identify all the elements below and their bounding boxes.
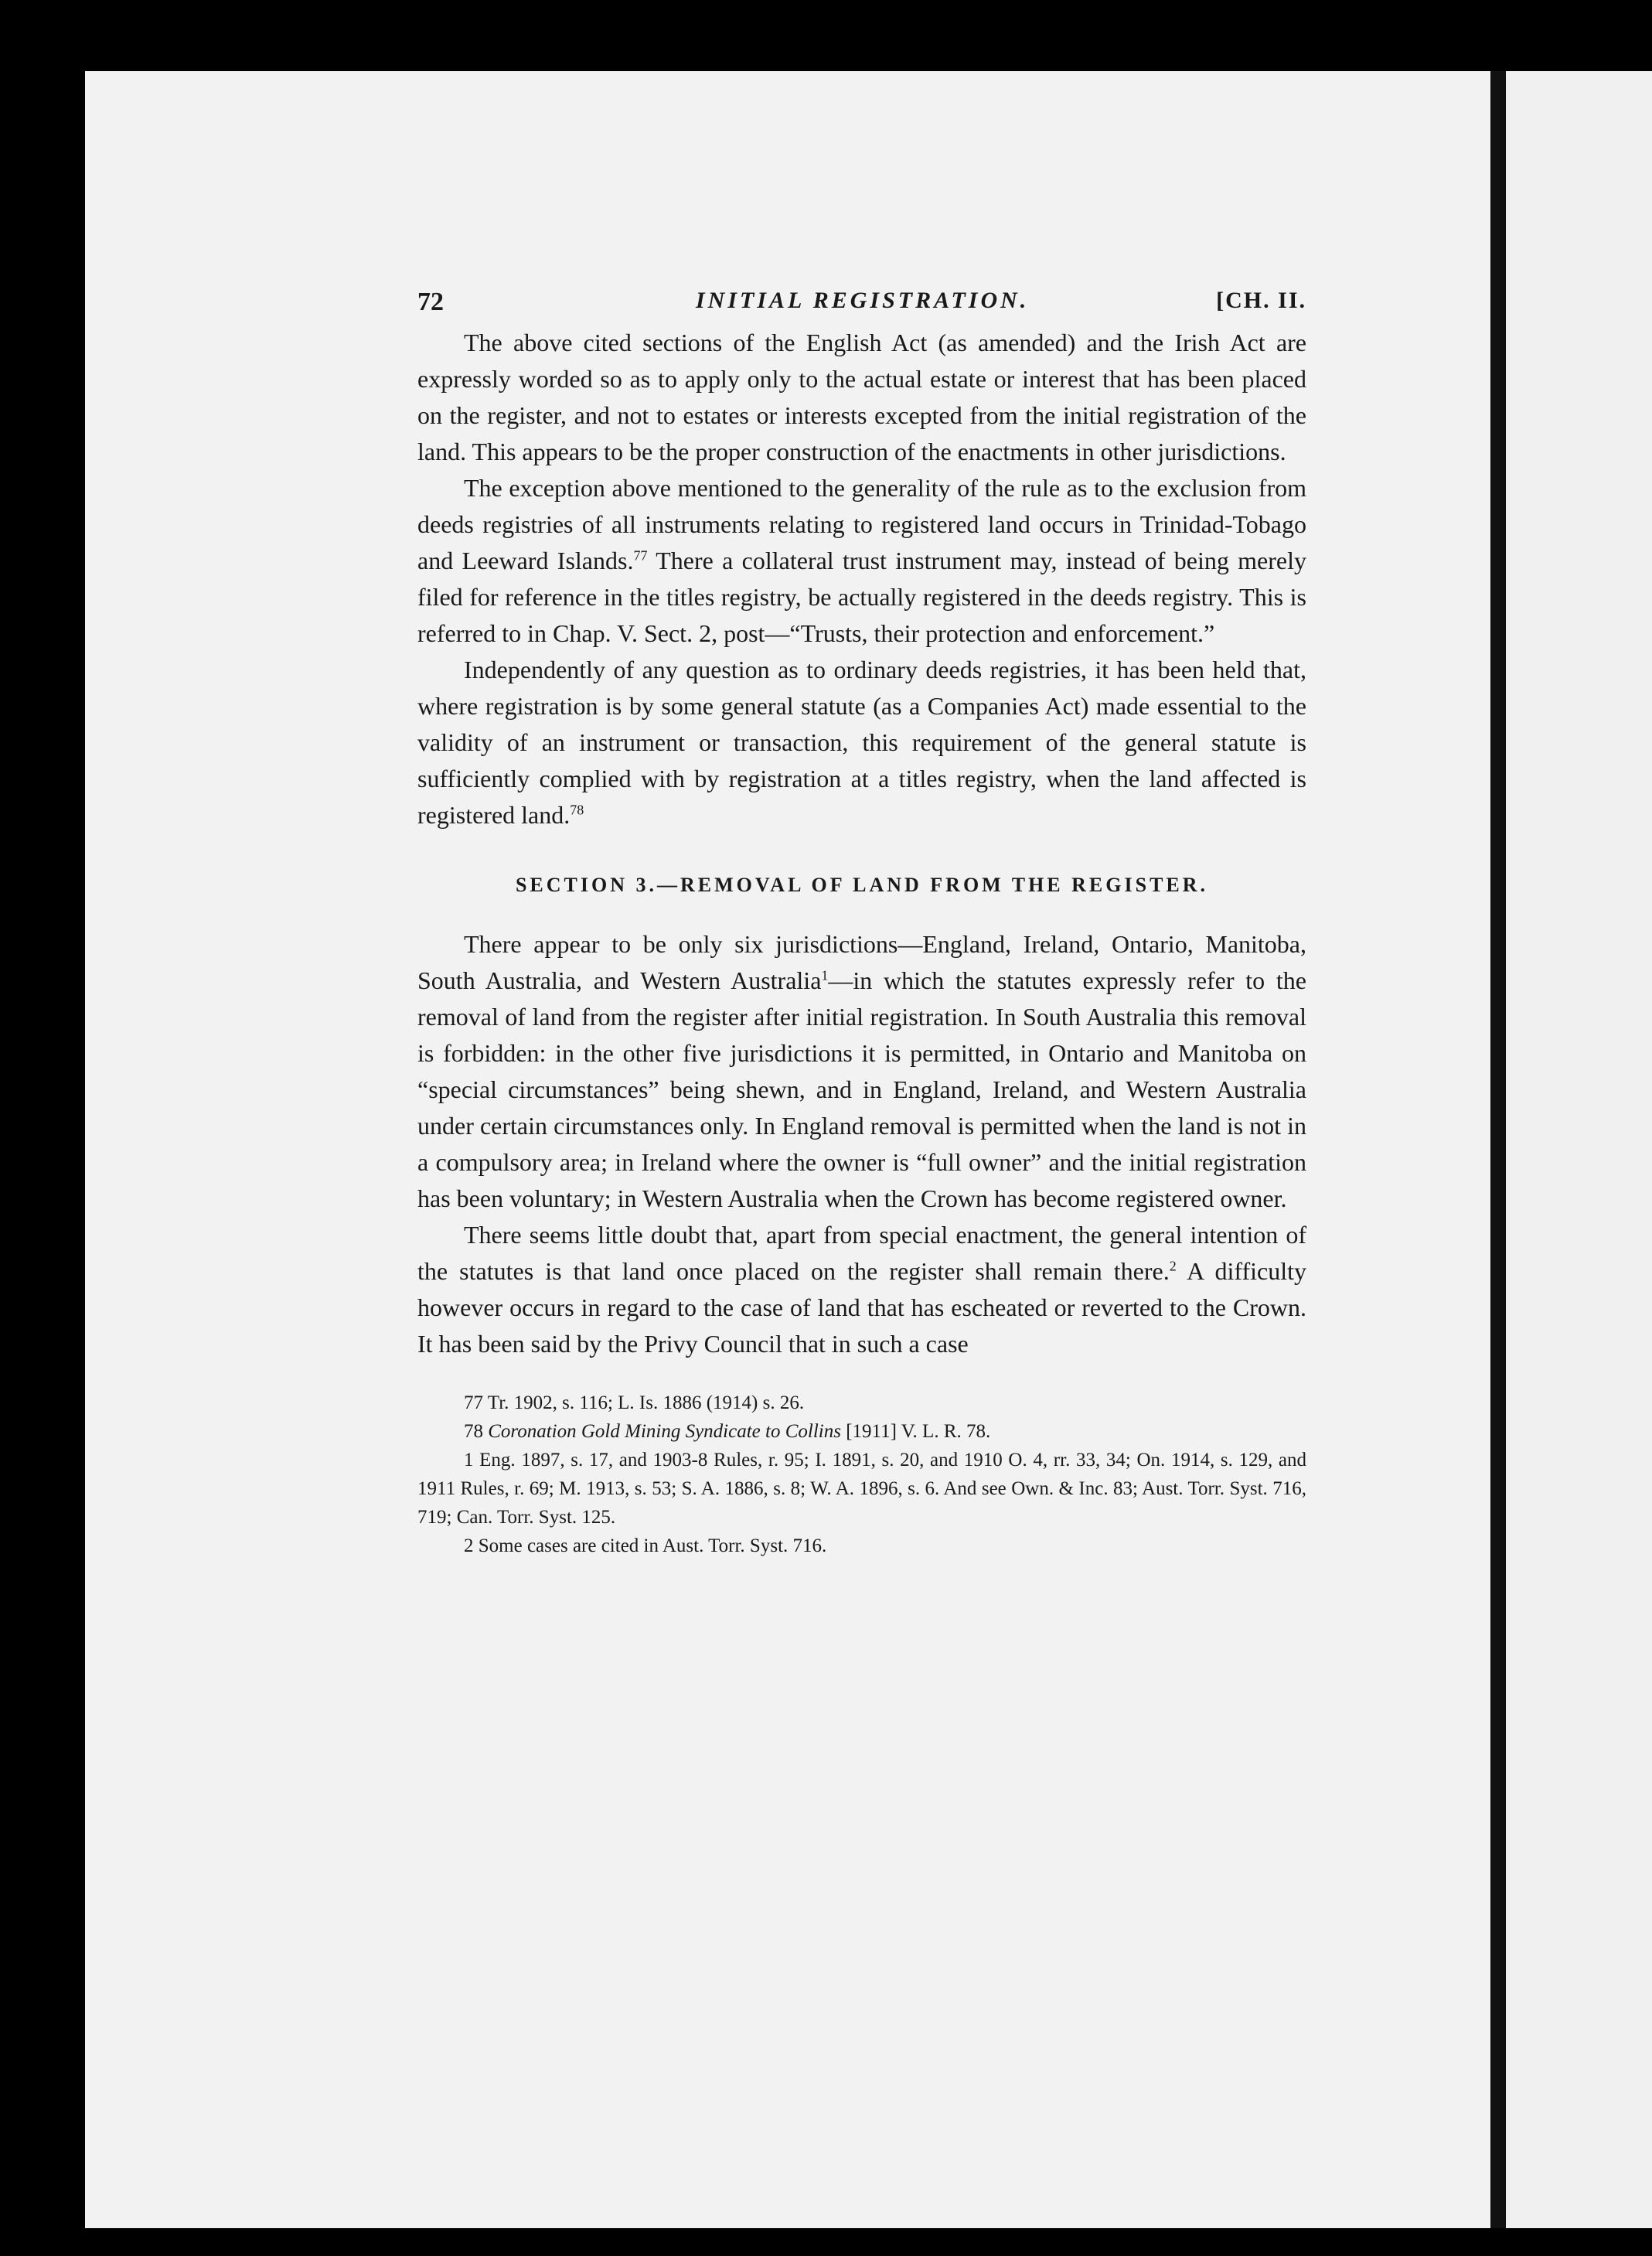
footnote-ref: 1 <box>821 967 829 983</box>
footnote-ref: 78 <box>570 802 584 818</box>
running-head <box>417 278 1306 325</box>
footnote: 78 Coronation Gold Mining Syndicate to Collins [1911] V. L. R. 78. <box>464 1421 991 1442</box>
footnote: 2 Some cases are cited in Aust. Torr. Syst. 716. <box>464 1535 827 1556</box>
book-gutter <box>1490 71 1506 2228</box>
running-title: INITIAL REGISTRATION. <box>696 288 1030 313</box>
paragraph: There appear to be only six jurisdictions—England, Ireland, Ontario, Manitoba, South Australia, and Western Australia$^1$—in which the statutes expressly refer to the removal of land from the register after initial registration. In South Australia this removal is forbidden: in the other five jurisdictions it is permitted, in Ontario and Manitoba on “special circumstances” being shewn, and in England, Ireland, and Western Australia under certain circumstances only. In England removal is permitted when the land is not in a compulsory area; in Ireland where the owner is “full owner” and the initial registration has been voluntary; in Western Australia when the Crown has become registered owner. <box>417 930 1307 1212</box>
page-number: 72 <box>417 288 444 316</box>
page-content <box>417 278 1306 1560</box>
paragraph: There seems little doubt that, apart from special enactment, the general intention of the statutes is that land once placed on the register shall remain there.$^2$ A difficulty however occurs in regard to the case of land that has escheated or reverted to the Crown. It has been said by the Privy Council that in such a case <box>417 1221 1307 1358</box>
chapter-label: [CH. II. <box>1216 288 1306 313</box>
facing-page-edge <box>1506 71 1652 2228</box>
footnote: 77 Tr. 1902, s. 116; L. Is. 1886 (1914) s. 26. <box>464 1392 805 1413</box>
paragraph: The exception above mentioned to the generality of the rule as to the exclusion from deeds registries of all instruments relating to registered land occurs in Trinidad-Tobago and Leeward Islands.$^{77}$ There a collateral trust instrument may, instead of being merely filed for reference in the titles registry, be actually registered in the deeds registry. This is referred to in Chap. V. Sect. 2, post—“Trusts, their protection and enforcement.” <box>417 474 1306 647</box>
section-heading: SECTION 3.—REMOVAL OF LAND FROM THE REGISTER. <box>515 874 1209 896</box>
footnote-ref: 77 <box>633 547 648 564</box>
paragraph: The above cited sections of the English Act (as amended) and the Irish Act are expressly worded so as to apply only to the actual estate or interest that has been placed on the register, and not to estates or interests excepted from the initial registration of the land. This appears to be the proper construction of the enactments in other jurisdictions. <box>417 329 1306 465</box>
paragraph: Independently of any question as to ordinary deeds registries, it has been held that, where registration is by some general statute (as a Companies Act) made essential to the validity of an instrument or transaction, this requirement of the general statute is sufficiently complied with by registration at a titles registry, when the land affected is registered land.$^{78}$ <box>417 656 1306 829</box>
footnote-ref: 2 <box>1169 1258 1177 1274</box>
footnote: 1 Eng. 1897, s. 17, and 1903-8 Rules, r. 95; I. 1891, s. 20, and 1910 O. 4, rr. 33, 34; On. 1914, s. 129, and 1911 Rules, r. 69; M. 1913, s. 53; S. A. 1886, s. 8; W. A. 1896, s. 6. And see Own. & Inc. 83; Aust. Torr. Syst. 716, 719; Can. Torr. Syst. 125. <box>417 1450 1306 1528</box>
footnotes <box>417 1389 1306 1560</box>
